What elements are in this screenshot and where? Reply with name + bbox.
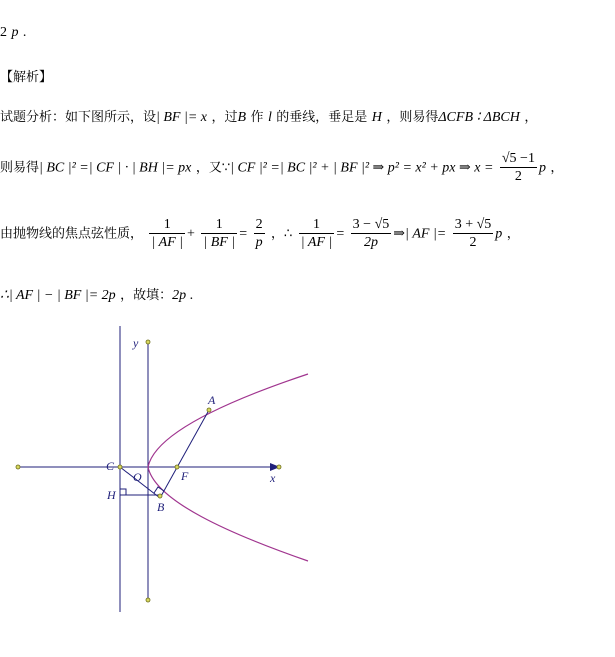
fraction-denominator: | BF |: [203, 235, 236, 250]
point-y-bottom: [146, 598, 150, 602]
text: 则易得: [0, 160, 40, 176]
fraction-numerator: 1: [299, 216, 335, 234]
equals-sign: =: [336, 226, 345, 242]
period: .: [186, 288, 194, 303]
fraction-denominator: | AF |: [300, 235, 333, 250]
text: ，: [506, 226, 520, 242]
analysis-line-2: [0, 150, 563, 185]
fraction-2-p: [254, 216, 265, 251]
implies-af: ⇒| AF |=: [393, 226, 447, 242]
fraction-numerator: 1: [149, 216, 185, 234]
fraction-numerator: √5 −1: [501, 151, 535, 166]
text: ，又∵: [195, 160, 231, 176]
line-l: l: [267, 110, 272, 125]
label-O: O: [133, 470, 142, 484]
fraction-numerator: 3 + √5: [454, 217, 492, 232]
text: ，: [524, 110, 538, 125]
fraction-3-minus-root5: [351, 216, 392, 251]
point-H: H: [371, 110, 382, 125]
analysis-line-3: [0, 216, 520, 251]
analysis-line-1: [0, 106, 537, 126]
text: 试题分析：如下图所示，设: [0, 110, 157, 125]
fraction-numerator: 1: [201, 216, 237, 234]
top-answer: [0, 24, 26, 41]
fraction-1-af-2: [299, 216, 335, 251]
label-y: y: [133, 336, 139, 350]
text: ，过: [211, 110, 238, 125]
formula-cf: | CF |² =| BC |² + | BF |² ⇒ p² = x² + px ⇒ x =: [230, 160, 494, 176]
label-x: x: [270, 471, 276, 485]
label-A: A: [208, 393, 216, 407]
var-p: p: [538, 160, 546, 176]
right-angle-B: [154, 487, 164, 493]
fraction-denominator: 2: [514, 169, 522, 184]
label-C: C: [106, 459, 115, 473]
point-left-end: [16, 465, 20, 469]
fraction-1-af: [149, 216, 185, 251]
formula-bf: | BF |= x: [156, 110, 207, 125]
analysis-line-4: [0, 284, 193, 304]
fraction-denominator: 2: [469, 235, 477, 250]
fraction-denominator: | AF |: [151, 235, 184, 250]
equals-sign: =: [239, 226, 248, 242]
text: 作: [250, 110, 264, 125]
fraction-numerator: 2: [255, 217, 263, 232]
point-B: [158, 494, 162, 498]
text: ，则易得: [386, 110, 439, 125]
answer: 2p: [172, 288, 187, 303]
parabola-figure: [0, 318, 615, 657]
right-angle-H: [120, 489, 126, 495]
point-x-end: [277, 465, 281, 469]
label-F: F: [181, 469, 189, 483]
fraction-numerator: 3 − √5: [352, 217, 390, 232]
fraction-denominator: p: [255, 235, 263, 250]
formula-af-minus-bf: ∴| AF | − | BF |= 2p: [0, 288, 116, 303]
point-C: [118, 465, 122, 469]
top-answer-suffix: .: [22, 25, 27, 40]
point-A: [207, 408, 211, 412]
point-F: [175, 465, 179, 469]
label-H: H: [107, 488, 116, 502]
segment-AB: [160, 410, 209, 498]
fraction-denominator: 2p: [363, 235, 378, 250]
top-answer-var: p: [11, 25, 19, 40]
similar-triangles: ΔCFB ∶ ΔBCH: [438, 110, 520, 125]
fraction-x: [500, 150, 537, 185]
top-answer-num: 2: [0, 25, 7, 40]
text: ，: [550, 160, 564, 176]
text: ，∴: [271, 226, 293, 242]
point-y-top: [146, 340, 150, 344]
text: 由抛物线的焦点弦性质，: [0, 226, 144, 242]
analysis-heading: 【解析】: [0, 70, 53, 85]
plus-sign: +: [187, 226, 195, 242]
fraction-1-bf: [201, 216, 237, 251]
point-B: B: [237, 110, 247, 125]
var-p: p: [495, 226, 503, 242]
formula-bc: | BC |² =| CF | · | BH |= px: [39, 160, 192, 176]
text: ，故填：: [120, 288, 173, 303]
label-B: B: [157, 500, 165, 514]
text: 的垂线，垂足是: [276, 110, 368, 125]
fraction-3-plus-root5: [453, 216, 494, 251]
